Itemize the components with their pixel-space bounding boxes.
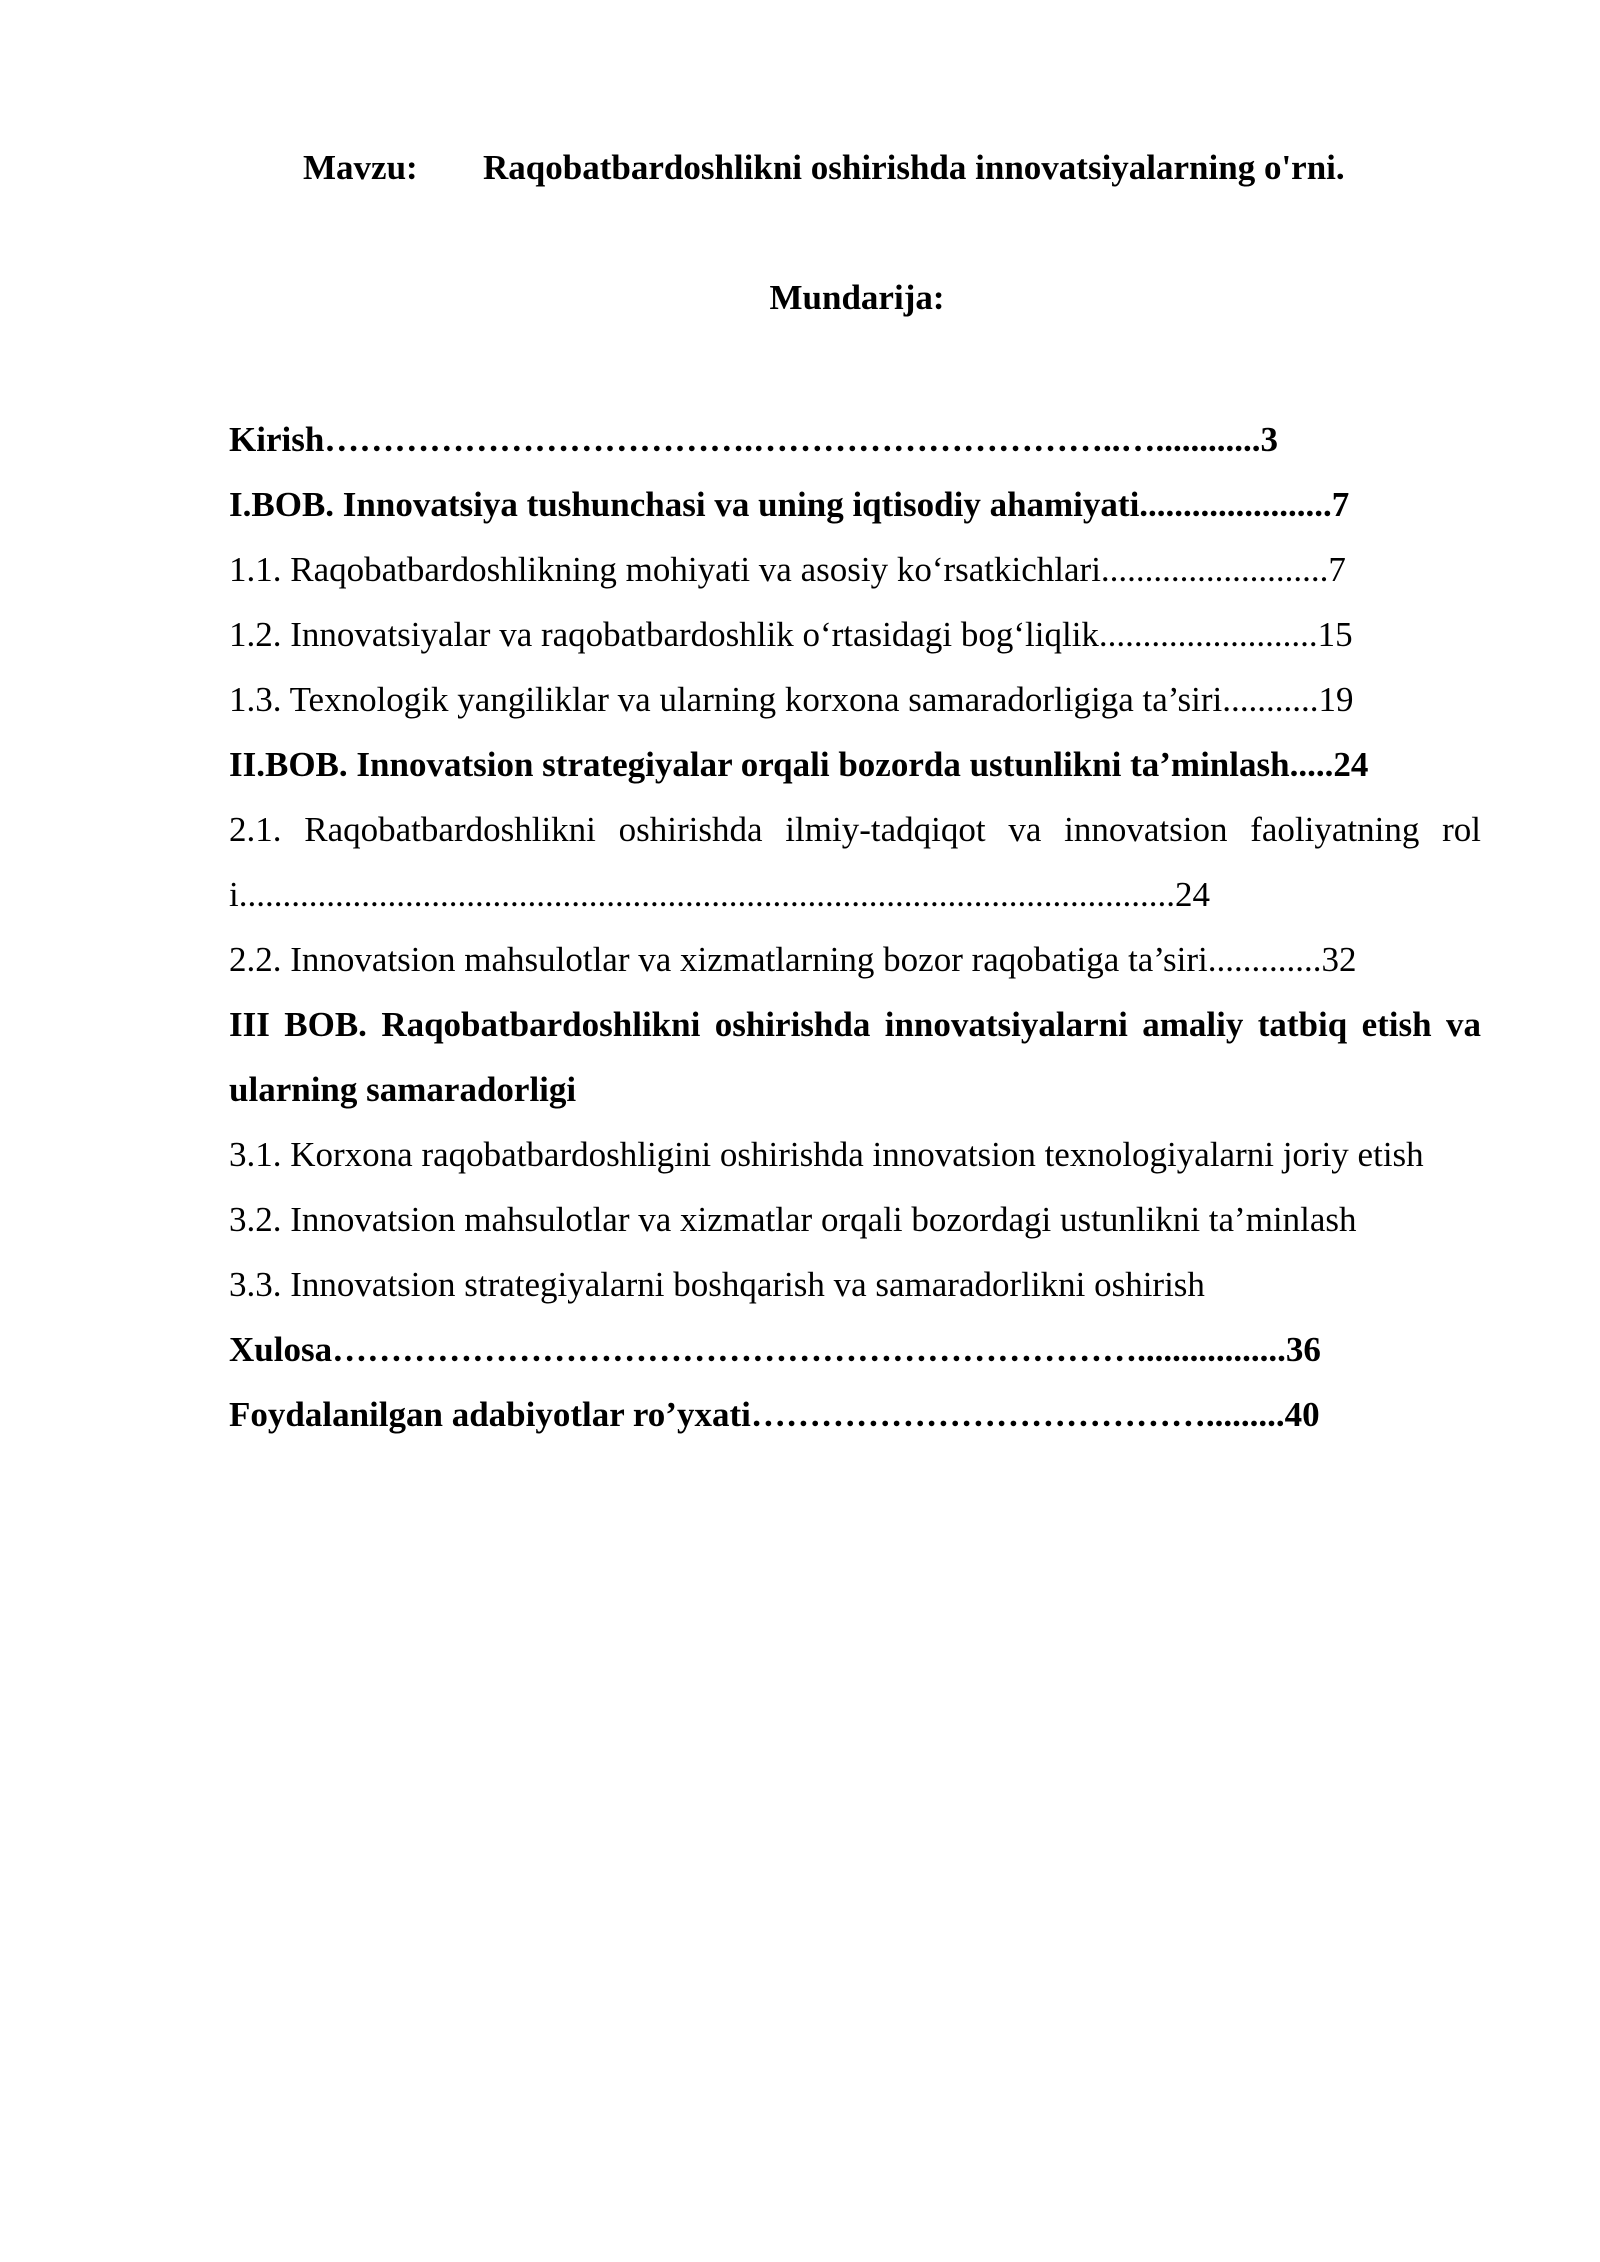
toc-entry-1-3: 1.3. Texnologik yangiliklar va ularning korxona samaradorligiga ta’siri...........19: [229, 680, 1354, 719]
toc-entry-chapter-2: II.BOB. Innovatsion strategiyalar orqali bozorda ustunlikni ta’minlash.....24: [229, 745, 1369, 784]
toc-entry-chapter-3: III BOB. Raqobatbardoshlikni oshirishda innovatsiyalarni amaliy tatbiq etish va ularning samaradorligi: [229, 1005, 1481, 1109]
toc-entry-introduction: Kirish……………………………….…………………………..…............3: [229, 420, 1279, 459]
toc-entry-3-1: 3.1. Korxona raqobatbardoshligini oshirishda innovatsion texnologiyalarni joriy etish: [229, 1135, 1424, 1174]
toc-entry-chapter-1: I.BOB. Innovatsiya tushunchasi va uning iqtisodiy ahamiyati......................7: [229, 485, 1350, 524]
toc-entry-conclusion: Xulosa…………………………………………………………….................36: [229, 1330, 1321, 1369]
topic-title: Raqobatbardoshlikni oshirishda innovatsiyalarning o'rni.: [483, 148, 1345, 187]
toc-entry-1-2: 1.2. Innovatsiyalar va raqobatbardoshlik o‘rtasidagi bog‘liqlik.........................15: [229, 615, 1353, 654]
toc-entry-references: Foydalanilgan adabiyotlar ro’yxati………………………………….........40: [229, 1395, 1320, 1434]
toc-heading-row: [0, 278, 1600, 318]
toc-entry-2-2: 2.2. Innovatsion mahsulotlar va xizmatlarning bozor raqobatiga ta’siri.............32: [229, 940, 1357, 979]
toc-entry-2-1: 2.1. Raqobatbardoshlikni oshirishda ilmiy-tadqiqot va innovatsion faoliyatning roli...........................................................................................................24: [229, 810, 1481, 914]
toc-entry-3-2: 3.2. Innovatsion mahsulotlar va xizmatlar orqali bozordagi ustunlikni ta’minlash: [229, 1200, 1357, 1239]
topic-line: [303, 148, 1345, 188]
toc-entry-1-1: 1.1. Raqobatbardoshlikning mohiyati va asosiy ko‘rsatkichlari..........................7: [229, 550, 1346, 589]
toc-entry-3-3: 3.3. Innovatsion strategiyalarni boshqarish va samaradorlikni oshirish: [229, 1265, 1205, 1304]
topic-label: Mavzu:: [303, 148, 418, 187]
toc-heading: Mundarija:: [769, 278, 945, 317]
table-of-contents: [229, 407, 1481, 1447]
